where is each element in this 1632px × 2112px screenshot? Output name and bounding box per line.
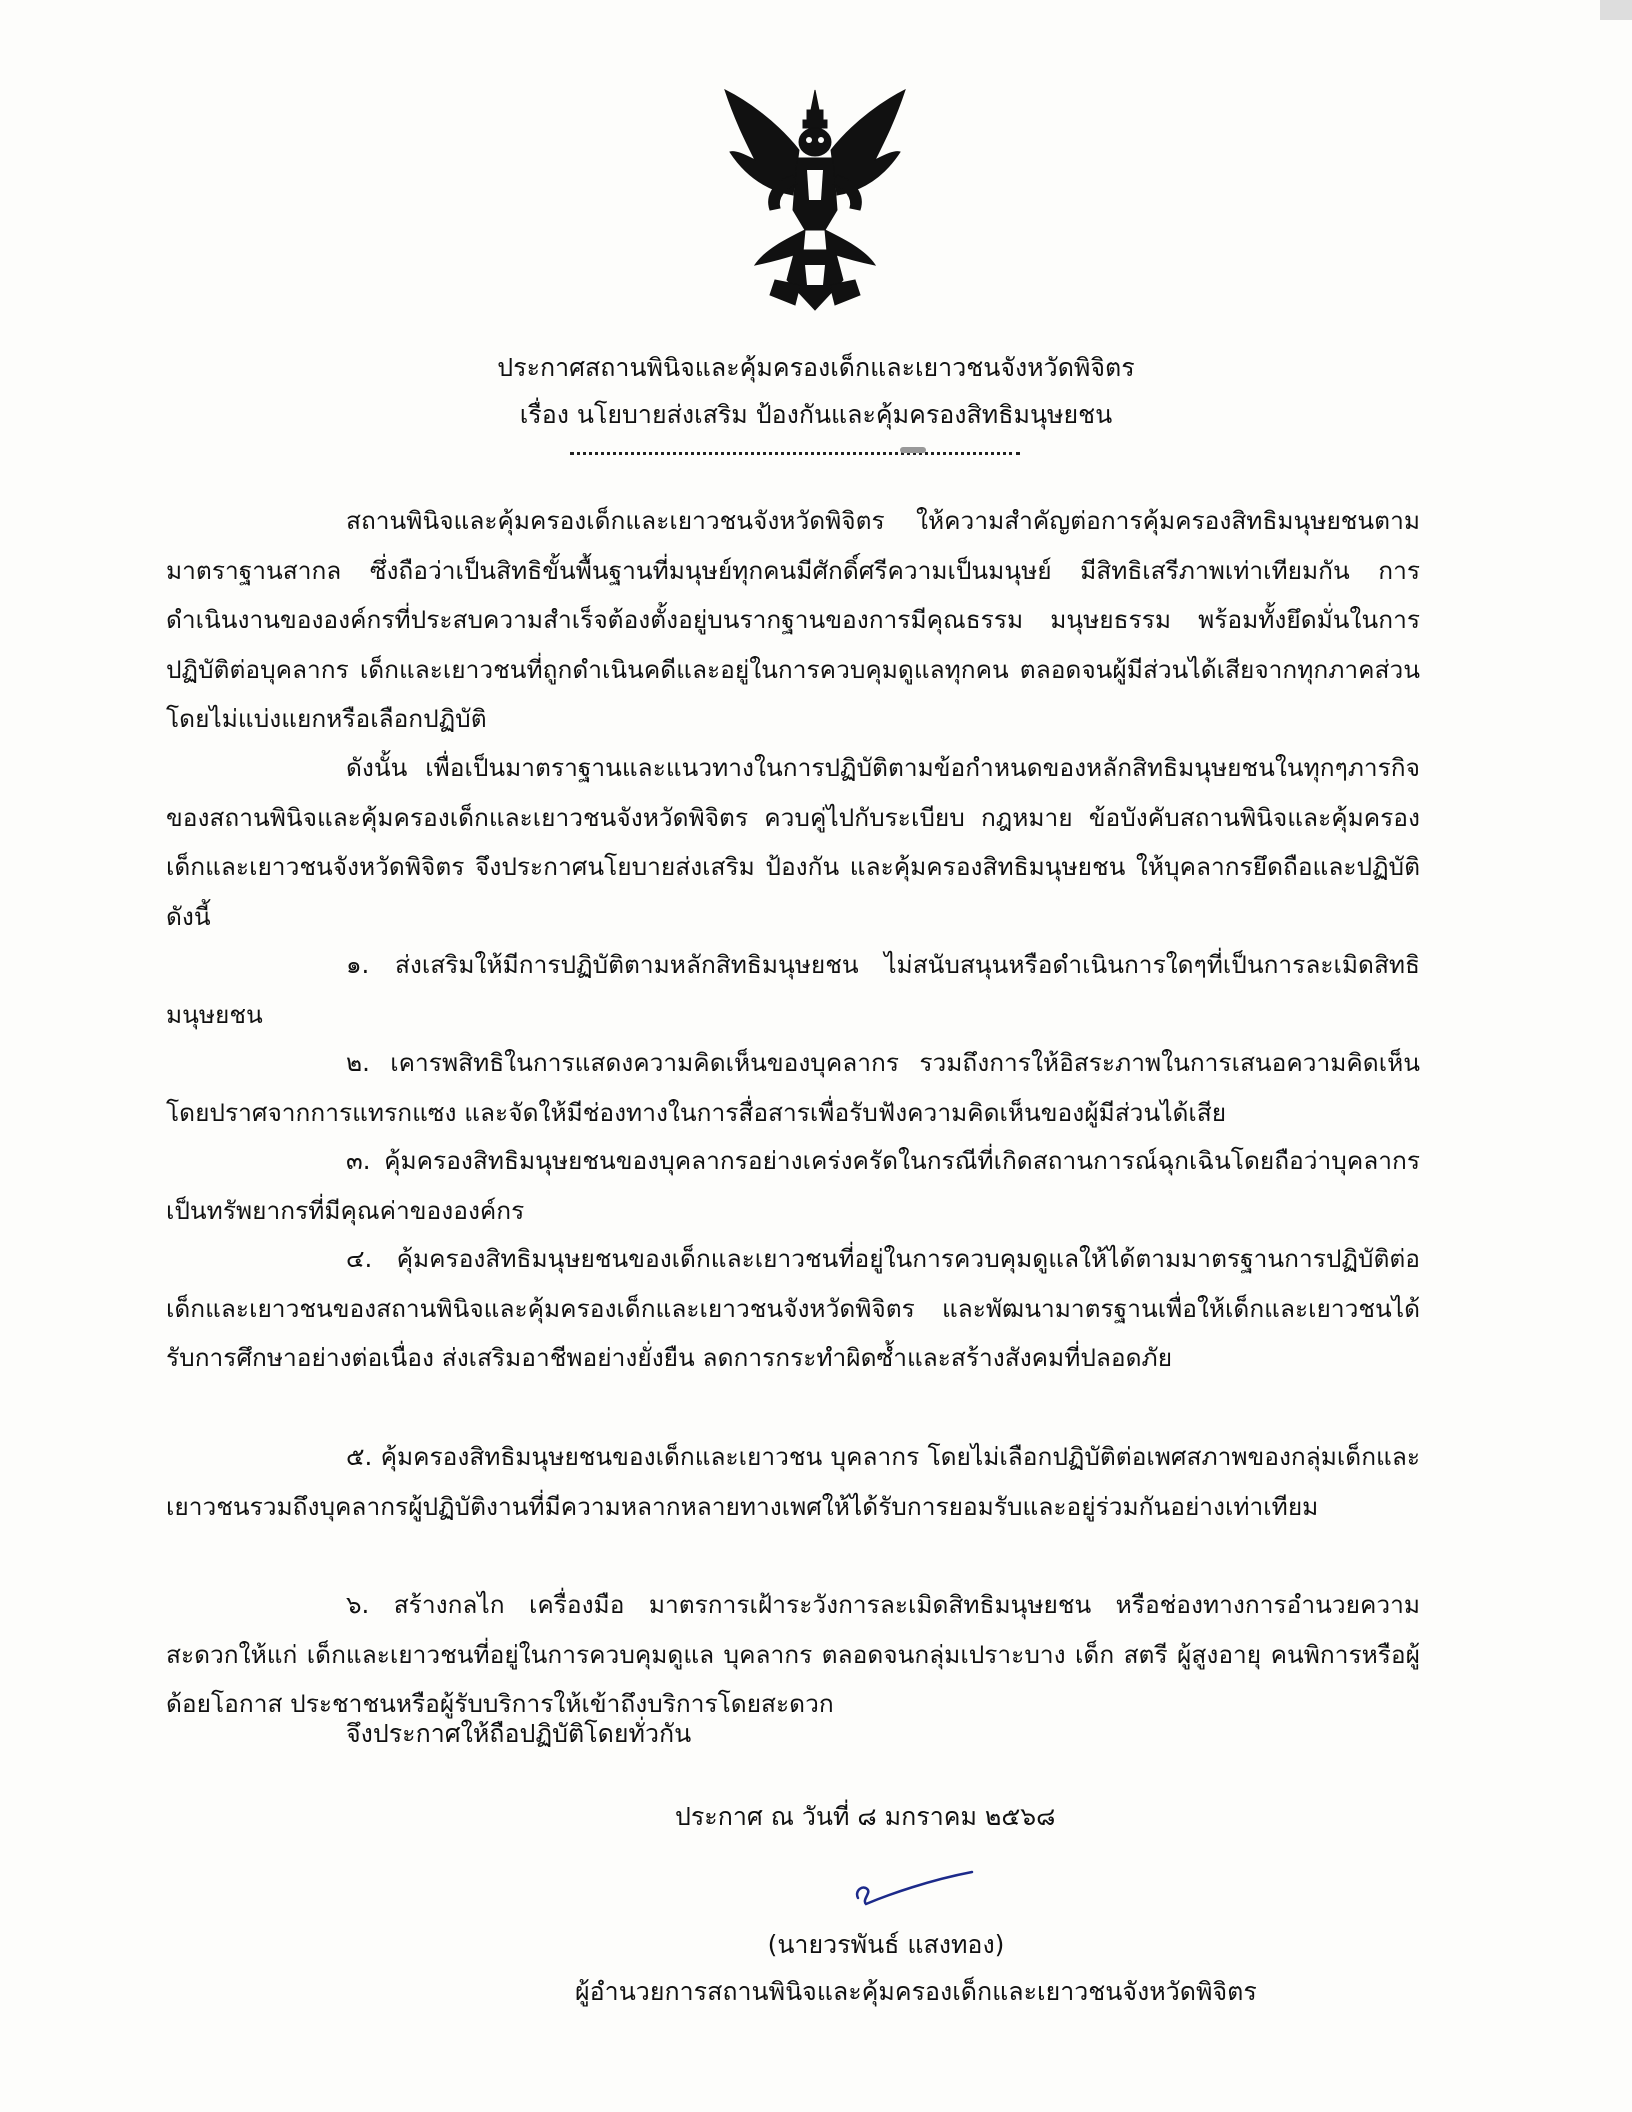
policy-item bbox=[166, 1038, 1420, 1137]
policy-preamble bbox=[166, 743, 1420, 941]
policy-item bbox=[166, 1136, 1420, 1235]
scan-mark bbox=[900, 447, 926, 453]
closing-statement: จึงประกาศให้ถือปฏิบัติโดยทั่วกัน bbox=[346, 1719, 692, 1748]
policy-item-text: ๑. ส่งเสริมให้มีการปฏิบัติตามหลักสิทธิมนุษยชน ไม่สนับสนุนหรือดำเนินการใดๆที่เป็นการละเมิดสิทธิมนุษยชน bbox=[166, 950, 1420, 1029]
garuda-emblem-icon bbox=[715, 80, 915, 320]
policy-item bbox=[166, 1580, 1420, 1729]
announcement-title: ประกาศสถานพินิจและคุ้มครองเด็กและเยาวชนจังหวัดพิจิตร bbox=[497, 353, 1135, 382]
policy-item-text: ๔. คุ้มครองสิทธิมนุษยชนของเด็กและเยาวชนที่อยู่ในการควบคุมดูแลให้ได้ตามมาตรฐานการปฏิบัติต่อเด็กและเยาวชนของสถานพินิจและคุ้มครองเด็กและเยาวชนจังหวัดพิจิตร และพัฒนามาตรฐานเพื่อให้เด็กและเยาวชนได้รับการศึกษาอย่างต่อเนื่อง ส่งเสริมอาชีพอย่างยั่งยืน ลดการกระทำผิดซ้ำและสร้างสังคมที่ปลอดภัย bbox=[166, 1244, 1420, 1372]
policy-preamble-text: ดังนั้น เพื่อเป็นมาตราฐานและแนวทางในการปฏิบัติตามข้อกำหนดของหลักสิทธิมนุษยชนในทุกๆภารกิจของสถานพินิจและคุ้มครองเด็กและเยาวชนจังหวัดพิจิตร ควบคู่ไปกับระเบียบ กฎหมาย ข้อบังคับสถานพินิจและคุ้มครองเด็กและเยาวชนจังหวัดพิจิตร จึงประกาศนโยบายส่งเสริม ป้องกัน และคุ้มครองสิทธิมนุษยชน ให้บุคลากรยึดถือและปฏิบัติ ดังนี้ bbox=[166, 753, 1420, 931]
signatory-name: (นายวรพันธ์ แสงทอง) bbox=[767, 1930, 1005, 1959]
policy-item bbox=[166, 940, 1420, 1039]
intro-paragraph-text: สถานพินิจและคุ้มครองเด็กและเยาวชนจังหวัดพิจิตร ให้ความสำคัญต่อการคุ้มครองสิทธิมนุษยชนตามมาตราฐานสากล ซึ่งถือว่าเป็นสิทธิขั้นพื้นฐานที่มนุษย์ทุกคนมีศักดิ์ศรีความเป็นมนุษย์ มีสิทธิเสรีภาพเท่าเทียมกัน การดำเนินงานขององค์กรที่ประสบความสำเร็จต้องตั้งอยู่บนรากฐานของการมีคุณธรรม มนุษยธรรม พร้อมทั้งยึดมั่นในการปฏิบัติต่อบุคลากร เด็กและเยาวชนที่ถูกดำเนินคดีและอยู่ในการควบคุมดูแลทุกคน ตลอดจนผู้มีส่วนได้เสียจากทุกภาคส่วน โดยไม่แบ่งแยกหรือเลือกปฏิบัติ bbox=[166, 506, 1420, 733]
policy-item-text: ๓. คุ้มครองสิทธิมนุษยชนของบุคลากรอย่างเคร่งครัดในกรณีที่เกิดสถานการณ์ฉุกเฉินโดยถือว่าบุคลากรเป็นทรัพยากรที่มีคุณค่าขององค์กร bbox=[166, 1146, 1420, 1225]
title-divider bbox=[570, 452, 1020, 455]
intro-paragraph bbox=[166, 496, 1420, 744]
policy-item-text: ๕. คุ้มครองสิทธิมนุษยชนของเด็กและเยาวชน บุคลากร โดยไม่เลือกปฏิบัติต่อเพศสภาพของกลุ่มเด็กและเยาวชนรวมถึงบุคลากรผู้ปฏิบัติงานที่มีความหลากหลายทางเพศให้ได้รับการยอมรับและอยู่ร่วมกันอย่างเท่าเทียม bbox=[166, 1442, 1420, 1521]
policy-item bbox=[166, 1234, 1420, 1383]
policy-item-text: ๖. สร้างกลไก เครื่องมือ มาตรการเฝ้าระวังการละเมิดสิทธิมนุษยชน หรือช่องทางการอำนวยความสะดวกให้แก่ เด็กและเยาวชนที่อยู่ในการควบคุมดูแล บุคลากร ตลอดจนกลุ่มเปราะบาง เด็ก สตรี ผู้สูงอายุ คนพิการหรือผู้ด้อยโอกาส ประชาชนหรือผู้รับบริการให้เข้าถึงบริการโดยสะดวก bbox=[166, 1590, 1420, 1718]
policy-item bbox=[166, 1432, 1420, 1531]
announcement-subject: เรื่อง นโยบายส่งเสริม ป้องกันและคุ้มครองสิทธิมนุษยชน bbox=[519, 400, 1113, 429]
signatory-position: ผู้อำนวยการสถานพินิจและคุ้มครองเด็กและเยาวชนจังหวัดพิจิตร bbox=[575, 1977, 1257, 2006]
scan-edge bbox=[1600, 0, 1632, 20]
handwritten-signature-icon bbox=[850, 1868, 980, 1918]
policy-item-text: ๒. เคารพสิทธิในการแสดงความคิดเห็นของบุคลากร รวมถึงการให้อิสระภาพในการเสนอความคิดเห็นโดยปราศจากการแทรกแซง และจัดให้มีช่องทางในการสื่อสารเพื่อรับฟังความคิดเห็นของผู้มีส่วนได้เสีย bbox=[166, 1048, 1420, 1127]
announcement-date: ประกาศ ณ วันที่ ๘ มกราคม ๒๕๖๘ bbox=[675, 1802, 1056, 1831]
